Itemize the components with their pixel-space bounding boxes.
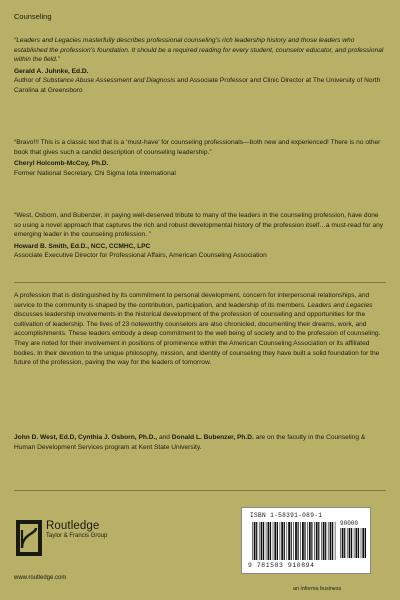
addon-digits: 90000 (340, 520, 359, 527)
review-quote (14, 36, 386, 65)
author-names: John D. West, Ed.D, Cynthia J. Osborn, Ph.D., (14, 434, 158, 441)
author-bio: John D. West, Ed.D, Cynthia J. Osborn, Ph.D., and Donald L. Bubenzer, Ph.D. are on the faculty in the Counseling & Human Development Services program at Kent State University. (14, 434, 366, 451)
reviewer-name: Howard B. Smith, Ed.D., NCC, CCMHC, LPC (14, 242, 151, 250)
review-quote: “Bravo!!! This is a classic text that is a ‘must-have’ for counseling professionals—both new and experienced! There is no other book that gives such a candid description of counseling leadership.” (14, 139, 381, 156)
review-quote: “West, Osborn, and Bubenzer, in paying well-deserved tribute to many of the leaders in the counseling profession, have done so using a novel approach that captures the rich and robust developmental history of the profession itself…a must-read for any emerging leader in the counseling profession. ” (14, 212, 384, 239)
book-description: A profession that is distinguished by its commitment to personal development, concern for interpersonal relationships, and service to the community is shaped by the contribution, participation, and leadership of its members. Leaders and Legacies discusses leadership involvements in the historical development of the profession of counseling and opportunities for the cultivation of leadership. The lives of 23 noteworthy counselors are also chronicled, documenting their dreams, work, and accomplishments. These leaders embody a deep commitment to the well being of society and to the profession of counseling. They are noted for their involvement in positions of prominence within the American Counseling Association or its affiliated bodies. In their devotion to the unique philosophy, mission, and identity of counseling they have built a solid foundation for the future of the profession, paving the way for the leaders of tomorrow. (14, 292, 381, 367)
isbn-barcode (241, 507, 371, 574)
addon-bars (340, 528, 366, 558)
ean-bars (252, 522, 336, 560)
divider (14, 282, 386, 283)
publisher-name: Routledge (46, 520, 100, 532)
informa-tagline: an informa business (293, 586, 342, 592)
book-title: Substance Abuse Assessment and Diagnosis (42, 77, 176, 85)
reviewer-affiliation: Former National Secretary, Chi Sigma Iota International (14, 169, 176, 177)
reviewer-affiliation: Author of Substance Abuse Assessment and Diagnosis and Associate Professor and Clinic Director at The University of North Carolina at Greensboro (14, 77, 381, 94)
reviewer-name: Gerald A. Juhnke, Ed.D. (14, 67, 89, 75)
review-3 (14, 211, 386, 261)
reviewer-name: Cheryl Holcomb-McCoy, Ph.D. (14, 160, 109, 168)
book-title: Leaders and Legacies (307, 301, 373, 309)
book-title: Leaders and Legacies (16, 37, 82, 44)
publisher-url[interactable]: www.routledge.com (14, 575, 67, 581)
publisher-block (46, 520, 107, 539)
category-label: Counseling (14, 12, 52, 21)
publisher-group: Taylor & Francis Group (46, 533, 108, 539)
isbn-text: ISBN 1-58391-089-1 (250, 512, 323, 519)
review-2 (14, 138, 386, 178)
quote-text: masterfully describes professional counseling’s rich leadership history and those leaders who established the profession’s foundation. It should be a required reading for every student, counselor educator, and professional within the field.” (14, 37, 384, 64)
divider (14, 490, 386, 491)
review-1 (14, 36, 386, 96)
quote-mark: “ (14, 37, 17, 44)
ean-digits: 9 781583 910894 (248, 562, 315, 569)
reviewer-affiliation: Associate Executive Director for Professional Affairs, American Counseling Association (14, 252, 267, 260)
author-names: Donald L. Bubenzer, Ph.D. (171, 434, 254, 441)
